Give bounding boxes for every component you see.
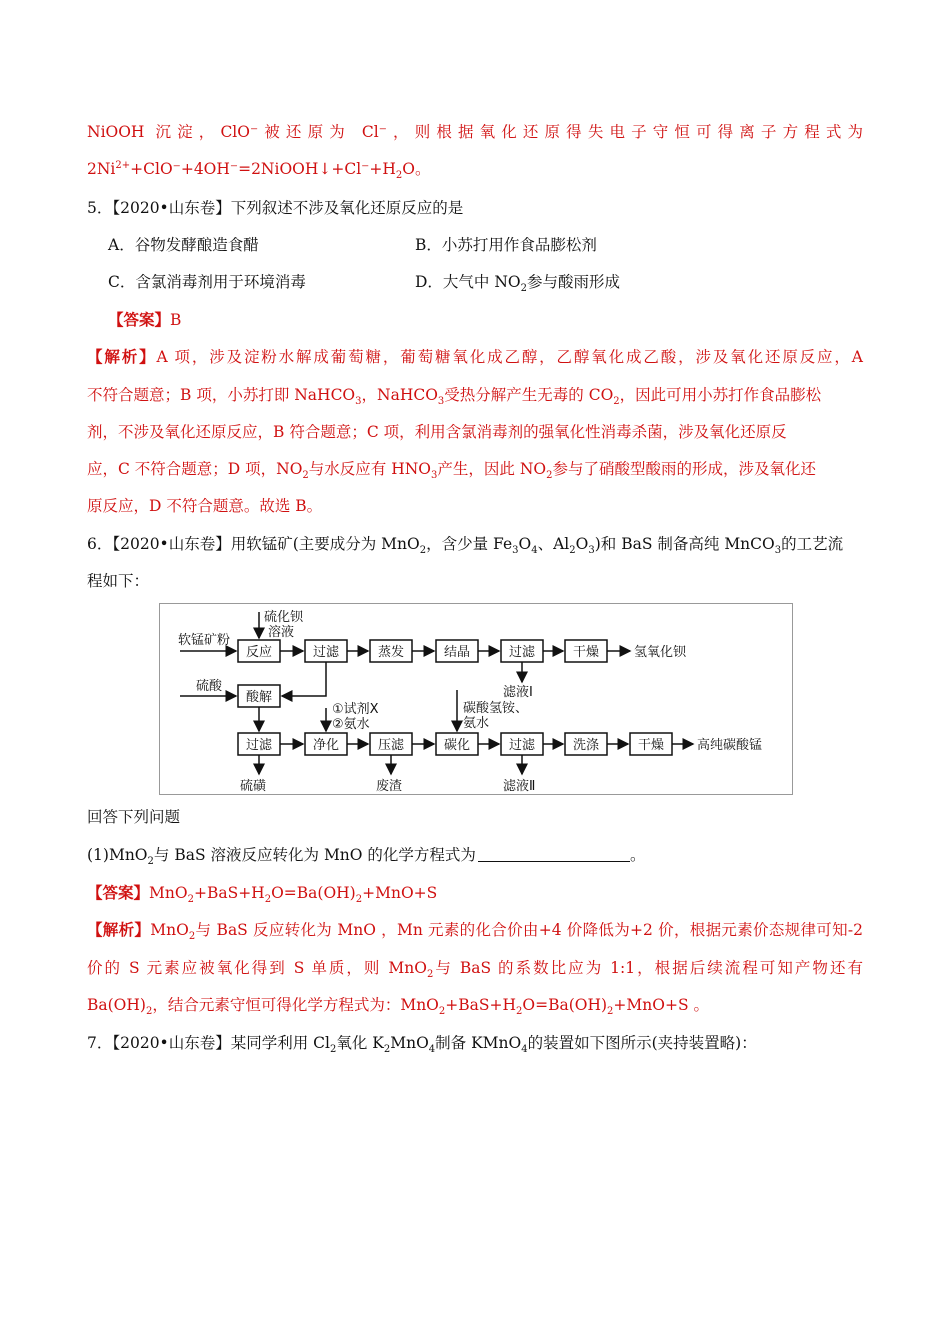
node-evap: 蒸发 xyxy=(377,645,405,660)
input-ore: 软锰矿粉 xyxy=(178,633,231,648)
q5-answer: 【答案】B xyxy=(108,310,182,329)
input-ammonia: ②氨水 xyxy=(332,717,370,732)
q5-option-c: C．含氯消毒剂用于环境消毒 xyxy=(108,273,306,291)
node-filter3: 过滤 xyxy=(245,738,273,753)
input-nh4-ammonia: 氨水 xyxy=(463,716,490,731)
node-acid: 酸解 xyxy=(245,690,273,705)
q6-stem-line1: 6．【2020•山东卷】用软锰矿(主要成分为 MnO$_2$，含少量 $Fe_3O_4$、$Al_2O_3$)和 BaS 制备高纯 MnCO$_3$的工艺流 xyxy=(87,535,844,556)
q6-stem-line2: 程如下： xyxy=(87,572,150,590)
q6-answer: 【答案】$MnO_2+BaS+H_2O=Ba(OH)_2+MnO+S$ xyxy=(87,883,438,905)
q5-analysis-line3: 剂，不涉及氧化还原反应，B 符合题意；C 项，利用含氯消毒剂的强氧化性消毒杀菌，涉及氧化还原反 xyxy=(87,423,787,441)
node-dry1: 干燥 xyxy=(572,645,600,660)
process-flow-svg xyxy=(160,604,792,794)
q6-analysis-line1: 【解析】MnO$_2$与 BaS 反应转化为 MnO ，Mn 元素的化合价由+4 价降低为+2 价，根据元素价态规律可知-2 xyxy=(87,920,863,942)
q6-prompt: 回答下列问题 xyxy=(87,808,181,826)
node-press: 压滤 xyxy=(377,738,405,753)
process-flow-diagram xyxy=(159,603,793,795)
q5-analysis-line2: 不符合题意；B 项，小苏打即 NaHCO$_3$，NaHCO$_3$受热分解产生无毒的 $CO_2$，因此可用小苏打作食品膨松 xyxy=(87,386,822,407)
input-reagent-x: ①试剂X xyxy=(332,702,379,717)
input-bas-2: 溶液 xyxy=(268,625,295,640)
q5-analysis-line4: 应，C 不符合题意；D 项，$NO_2$与水反应有 $HNO_3$产生，因此 $NO_2$参与了硝酸型酸雨的形成，涉及氧化还 xyxy=(87,460,816,481)
input-nh4hco3: 碳酸氢铵、 xyxy=(463,701,529,716)
node-filter2: 过滤 xyxy=(508,645,536,660)
output-product: 高纯碳酸锰 xyxy=(697,738,763,753)
q4-line1: NiOOH 沉淀，ClO⁻被还原为 Cl⁻，则根据氧化还原得失电子守恒可得离子方程式为 xyxy=(87,123,863,141)
output-residue: 废渣 xyxy=(376,779,403,794)
output-sulfur: 硫磺 xyxy=(240,779,267,794)
q5-option-b: B．小苏打用作食品膨松剂 xyxy=(415,236,597,254)
q7-stem: 7．【2020•山东卷】某同学利用 $Cl_2$氧化 $K_2MnO_4$制备 KMnO$_4$的装置如下图所示(夹持装置略)： xyxy=(87,1034,757,1055)
q5-option-a: A．谷物发酵酿造食醋 xyxy=(108,236,259,254)
input-bas-1: 硫化钡 xyxy=(264,610,304,625)
q5-analysis-line1: 【解析】A 项，涉及淀粉水解成葡萄糖，葡萄糖氧化成乙醇，乙醇氧化成乙酸，涉及氧化还原反应，A xyxy=(87,347,863,366)
output-filtrate1: 滤液Ⅰ xyxy=(503,685,533,700)
node-filter4: 过滤 xyxy=(508,738,536,753)
q5-option-d: D．大气中 $NO_2$参与酸雨形成 xyxy=(415,273,621,294)
q6-subquestion-1: (1)MnO$_2$与 BaS 溶液反应转化为 MnO 的化学方程式为 。 xyxy=(87,846,646,867)
q5-stem: 5．【2020•山东卷】下列叙述不涉及氧化还原反应的是 xyxy=(87,199,464,217)
node-filter1: 过滤 xyxy=(312,645,340,660)
q6-analysis-line3: $Ba(OH)_2$，结合元素守恒可得化学方程式为：$MnO_2+BaS+H_2O=Ba(OH)_2+MnO+S$ 。 xyxy=(87,996,710,1017)
output-filtrate2: 滤液Ⅱ xyxy=(503,779,536,794)
input-acid: 硫酸 xyxy=(196,679,223,694)
q6-analysis-line2: 价的 S 元素应被氧化得到 S 单质，则 MnO$_2$与 BaS 的系数比应为 1:1，根据后续流程可知产物还有 xyxy=(87,959,863,980)
node-reaction: 反应 xyxy=(245,645,273,660)
node-wash: 洗涤 xyxy=(572,738,600,753)
node-dry2: 干燥 xyxy=(637,738,665,753)
node-cryst: 结晶 xyxy=(443,645,471,660)
node-carbon: 碳化 xyxy=(443,738,471,753)
node-purify: 净化 xyxy=(312,738,340,753)
output-baoh2: 氢氧化钡 xyxy=(634,645,687,660)
q5-analysis-line5: 原反应，D 不符合题意。故选 B。 xyxy=(87,497,323,515)
answer-blank[interactable] xyxy=(478,847,630,862)
q4-ionic-equation: $2Ni^{2+}+ClO^-+4OH^-=2NiOOH↓+Cl^-+H_2O$。 xyxy=(87,160,431,181)
